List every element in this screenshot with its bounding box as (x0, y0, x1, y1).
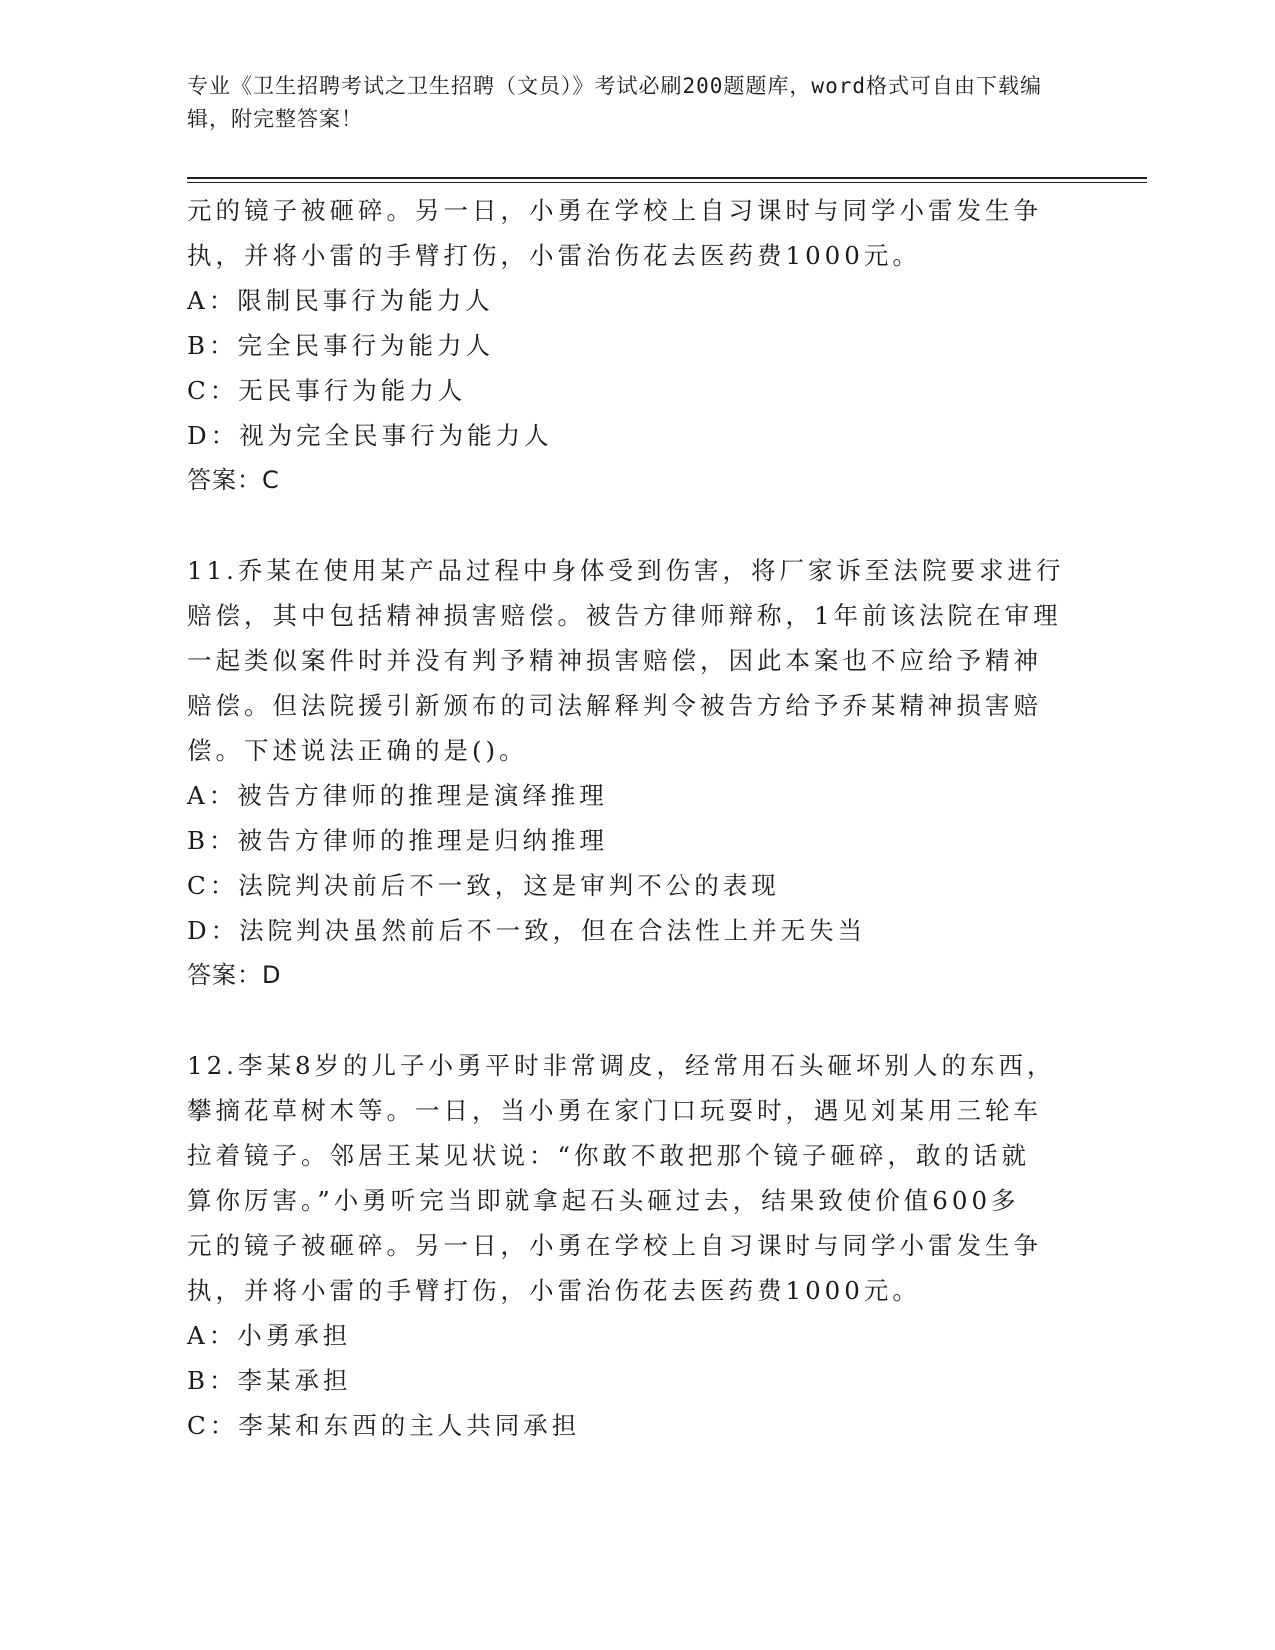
question-text-line: 拉着镜子。邻居王某见状说：“你敢不敢把那个镜子砸碎，敢的话就 (187, 1141, 1031, 1170)
header-title: 专业《卫生招聘考试之卫生招聘（文员）》考试必刷200题题库，word格式可自由下载编辑，附完整答案！ (187, 74, 1042, 131)
option-c: C：李某和东西的主人共同承担 (187, 1411, 581, 1440)
question-text-line: 攀摘花草树木等。一日，当小勇在家门口玩耍时，遇见刘某用三轮车 (187, 1096, 1042, 1125)
option-a: A：限制民事行为能力人 (187, 286, 494, 315)
question-text-line: 11.乔某在使用某产品过程中身体受到伤害，将厂家诉至法院要求进行 (187, 556, 1065, 585)
option-c: C：法院判决前后不一致，这是审判不公的表现 (187, 871, 780, 900)
option-a: A：被告方律师的推理是演绎推理 (187, 781, 608, 810)
question-text-line: 执，并将小雷的手臂打伤，小雷治伤花去医药费1000元。 (187, 1276, 921, 1305)
question-text-line: 元的镜子被砸碎。另一日，小勇在学校上自习课时与同学小雷发生争 (187, 1231, 1042, 1260)
question-text-line: 执，并将小雷的手臂打伤，小雷治伤花去医药费1000元。 (187, 241, 921, 270)
header-rule-thick (187, 177, 1147, 179)
option-d: D：视为完全民事行为能力人 (187, 421, 553, 450)
document-header (187, 70, 1067, 136)
question-text-line: 元的镜子被砸碎。另一日，小勇在学校上自习课时与同学小雷发生争 (187, 196, 1042, 225)
option-a: A：小勇承担 (187, 1321, 352, 1350)
question-text-line: 偿。下述说法正确的是()。 (187, 736, 528, 765)
option-d: D：法院判决虽然前后不一致，但在合法性上并无失当 (187, 916, 867, 945)
question-text-line: 赔偿。但法院援引新颁布的司法解释判令被告方给予乔某精神损害赔 (187, 691, 1042, 720)
question-10 (187, 188, 1087, 503)
option-c: C：无民事行为能力人 (187, 376, 467, 405)
question-text-line: 一起类似案件时并没有判予精神损害赔偿，因此本案也不应给予精神 (187, 646, 1042, 675)
answer-line: 答案：C (187, 466, 280, 494)
option-b: B：被告方律师的推理是归纳推理 (187, 826, 609, 855)
spacer (187, 998, 1087, 1043)
question-text-line: 算你厉害。”小勇听完当即就拿起石头砸过去，结果致使价值600多 (187, 1186, 1020, 1215)
spacer (187, 503, 1087, 548)
question-text-line: 赔偿，其中包括精神损害赔偿。被告方律师辩称，1年前该法院在审理 (187, 601, 1062, 630)
option-b: B：完全民事行为能力人 (187, 331, 495, 360)
question-12 (187, 1043, 1087, 1448)
document-body (187, 188, 1087, 1448)
answer-line: 答案：D (187, 961, 282, 989)
question-text-line: 12.李某8岁的儿子小勇平时非常调皮，经常用石头砸坏别人的东西， (187, 1051, 1056, 1080)
option-b: B：李某承担 (187, 1366, 352, 1395)
header-rule-thin (187, 182, 1147, 183)
question-11 (187, 548, 1087, 998)
